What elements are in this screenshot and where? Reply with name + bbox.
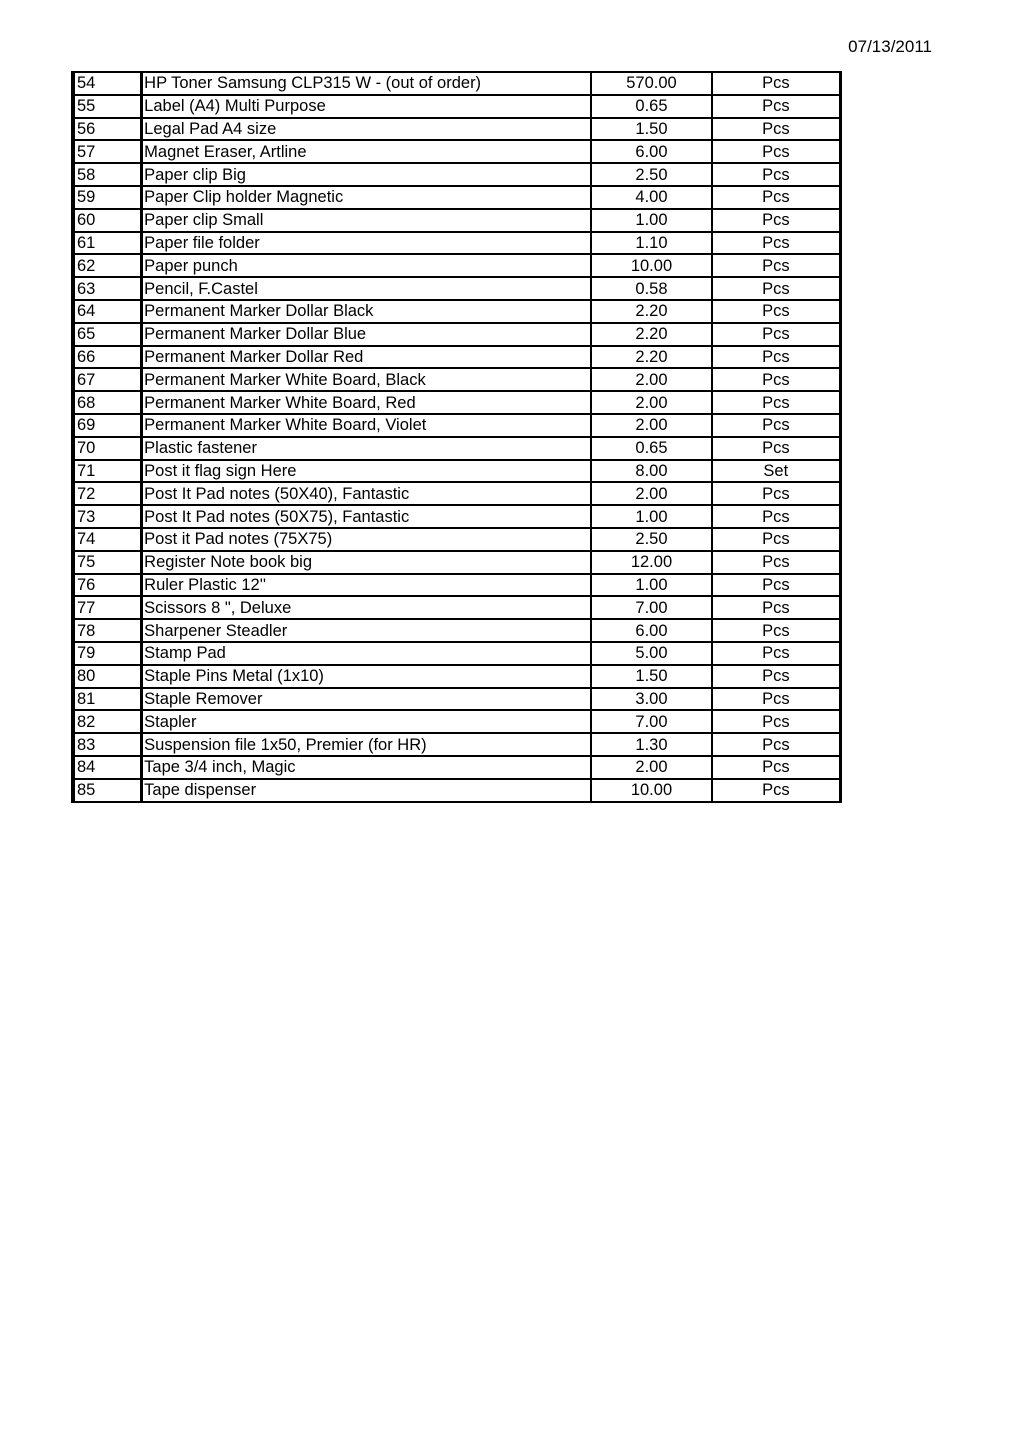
item-price-cell: 2.00 <box>591 391 711 414</box>
item-price-cell: 1.00 <box>591 574 711 597</box>
table-row <box>73 232 841 255</box>
item-description-cell: Tape dispenser <box>142 779 592 802</box>
item-price-cell: 10.00 <box>591 254 711 277</box>
item-unit-cell: Pcs <box>712 688 841 711</box>
item-price-cell: 6.00 <box>591 619 711 642</box>
item-number-cell: 63 <box>73 277 142 300</box>
item-unit-cell: Pcs <box>712 323 841 346</box>
items-table-body <box>73 72 841 802</box>
table-row <box>73 460 841 483</box>
item-unit-cell: Pcs <box>712 277 841 300</box>
item-price-cell: 10.00 <box>591 779 711 802</box>
table-row <box>73 688 841 711</box>
item-number-cell: 80 <box>73 665 142 688</box>
item-number-cell: 58 <box>73 163 142 186</box>
item-number-cell: 85 <box>73 779 142 802</box>
item-description-cell: Tape 3/4 inch, Magic <box>142 756 592 779</box>
item-price-cell: 8.00 <box>591 460 711 483</box>
item-description-cell: Post it Pad notes (75X75) <box>142 528 592 551</box>
item-unit-cell: Pcs <box>712 733 841 756</box>
item-description-cell: Ruler Plastic 12'' <box>142 574 592 597</box>
item-description-cell: Post It Pad notes (50X40), Fantastic <box>142 482 592 505</box>
item-description-cell: Post it flag sign Here <box>142 460 592 483</box>
item-description-cell: Paper clip Small <box>142 209 592 232</box>
items-table <box>71 71 842 803</box>
table-row <box>73 779 841 802</box>
item-number-cell: 57 <box>73 140 142 163</box>
item-unit-cell: Pcs <box>712 619 841 642</box>
table-row <box>73 733 841 756</box>
item-price-cell: 7.00 <box>591 596 711 619</box>
item-number-cell: 72 <box>73 482 142 505</box>
item-unit-cell: Pcs <box>712 574 841 597</box>
item-number-cell: 84 <box>73 756 142 779</box>
item-description-cell: Paper clip Big <box>142 163 592 186</box>
item-unit-cell: Set <box>712 460 841 483</box>
item-unit-cell: Pcs <box>712 391 841 414</box>
item-unit-cell: Pcs <box>712 414 841 437</box>
item-price-cell: 2.00 <box>591 756 711 779</box>
item-number-cell: 65 <box>73 323 142 346</box>
item-price-cell: 1.10 <box>591 232 711 255</box>
item-number-cell: 67 <box>73 368 142 391</box>
item-unit-cell: Pcs <box>712 95 841 118</box>
item-price-cell: 2.50 <box>591 528 711 551</box>
item-number-cell: 81 <box>73 688 142 711</box>
item-description-cell: Paper punch <box>142 254 592 277</box>
item-description-cell: Permanent Marker Dollar Blue <box>142 323 592 346</box>
table-row <box>73 300 841 323</box>
item-description-cell: HP Toner Samsung CLP315 W - (out of order) <box>142 72 592 95</box>
table-row <box>73 163 841 186</box>
item-price-cell: 1.00 <box>591 209 711 232</box>
item-unit-cell: Pcs <box>712 482 841 505</box>
item-description-cell: Paper file folder <box>142 232 592 255</box>
item-description-cell: Permanent Marker Dollar Red <box>142 346 592 369</box>
item-price-cell: 2.50 <box>591 163 711 186</box>
item-price-cell: 4.00 <box>591 186 711 209</box>
item-price-cell: 2.00 <box>591 368 711 391</box>
item-number-cell: 66 <box>73 346 142 369</box>
item-description-cell: Permanent Marker White Board, Violet <box>142 414 592 437</box>
item-price-cell: 7.00 <box>591 710 711 733</box>
item-description-cell: Paper Clip holder Magnetic <box>142 186 592 209</box>
item-unit-cell: Pcs <box>712 551 841 574</box>
item-number-cell: 82 <box>73 710 142 733</box>
item-number-cell: 61 <box>73 232 142 255</box>
item-price-cell: 0.58 <box>591 277 711 300</box>
item-unit-cell: Pcs <box>712 254 841 277</box>
item-price-cell: 0.65 <box>591 95 711 118</box>
item-description-cell: Scissors 8 ", Deluxe <box>142 596 592 619</box>
item-price-cell: 2.00 <box>591 414 711 437</box>
table-row <box>73 414 841 437</box>
table-row <box>73 277 841 300</box>
item-unit-cell: Pcs <box>712 368 841 391</box>
table-row <box>73 140 841 163</box>
item-number-cell: 76 <box>73 574 142 597</box>
item-unit-cell: Pcs <box>712 596 841 619</box>
item-unit-cell: Pcs <box>712 642 841 665</box>
item-number-cell: 79 <box>73 642 142 665</box>
item-number-cell: 59 <box>73 186 142 209</box>
item-unit-cell: Pcs <box>712 209 841 232</box>
item-unit-cell: Pcs <box>712 186 841 209</box>
item-description-cell: Suspension file 1x50, Premier (for HR) <box>142 733 592 756</box>
table-row <box>73 528 841 551</box>
item-number-cell: 73 <box>73 505 142 528</box>
item-number-cell: 60 <box>73 209 142 232</box>
table-row <box>73 72 841 95</box>
item-number-cell: 64 <box>73 300 142 323</box>
item-description-cell: Permanent Marker White Board, Red <box>142 391 592 414</box>
table-row <box>73 118 841 141</box>
item-description-cell: Pencil, F.Castel <box>142 277 592 300</box>
table-row <box>73 596 841 619</box>
item-unit-cell: Pcs <box>712 756 841 779</box>
item-price-cell: 570.00 <box>591 72 711 95</box>
item-price-cell: 12.00 <box>591 551 711 574</box>
item-price-cell: 6.00 <box>591 140 711 163</box>
item-price-cell: 1.00 <box>591 505 711 528</box>
table-row <box>73 323 841 346</box>
item-number-cell: 62 <box>73 254 142 277</box>
table-row <box>73 710 841 733</box>
item-unit-cell: Pcs <box>712 665 841 688</box>
item-unit-cell: Pcs <box>712 528 841 551</box>
item-description-cell: Staple Pins Metal (1x10) <box>142 665 592 688</box>
item-price-cell: 2.00 <box>591 482 711 505</box>
item-unit-cell: Pcs <box>712 72 841 95</box>
item-description-cell: Register Note book big <box>142 551 592 574</box>
item-number-cell: 55 <box>73 95 142 118</box>
table-row <box>73 505 841 528</box>
item-unit-cell: Pcs <box>712 505 841 528</box>
item-unit-cell: Pcs <box>712 437 841 460</box>
item-price-cell: 1.30 <box>591 733 711 756</box>
table-row <box>73 756 841 779</box>
item-number-cell: 54 <box>73 72 142 95</box>
item-description-cell: Permanent Marker Dollar Black <box>142 300 592 323</box>
item-description-cell: Legal Pad A4 size <box>142 118 592 141</box>
table-row <box>73 346 841 369</box>
item-number-cell: 77 <box>73 596 142 619</box>
item-description-cell: Permanent Marker White Board, Black <box>142 368 592 391</box>
item-price-cell: 3.00 <box>591 688 711 711</box>
item-number-cell: 71 <box>73 460 142 483</box>
item-unit-cell: Pcs <box>712 232 841 255</box>
table-row <box>73 482 841 505</box>
document-date: 07/13/2011 <box>848 37 932 56</box>
table-row <box>73 209 841 232</box>
item-description-cell: Staple Remover <box>142 688 592 711</box>
table-row <box>73 391 841 414</box>
item-price-cell: 2.20 <box>591 346 711 369</box>
item-number-cell: 68 <box>73 391 142 414</box>
table-row <box>73 619 841 642</box>
item-number-cell: 78 <box>73 619 142 642</box>
item-number-cell: 75 <box>73 551 142 574</box>
item-number-cell: 74 <box>73 528 142 551</box>
item-number-cell: 56 <box>73 118 142 141</box>
item-unit-cell: Pcs <box>712 346 841 369</box>
item-price-cell: 1.50 <box>591 665 711 688</box>
item-description-cell: Stapler <box>142 710 592 733</box>
item-description-cell: Magnet Eraser, Artline <box>142 140 592 163</box>
table-row <box>73 665 841 688</box>
table-row <box>73 642 841 665</box>
item-unit-cell: Pcs <box>712 779 841 802</box>
table-row <box>73 186 841 209</box>
item-number-cell: 83 <box>73 733 142 756</box>
item-description-cell: Label (A4) Multi Purpose <box>142 95 592 118</box>
table-row <box>73 551 841 574</box>
item-description-cell: Stamp Pad <box>142 642 592 665</box>
item-description-cell: Post It Pad notes (50X75), Fantastic <box>142 505 592 528</box>
table-row <box>73 95 841 118</box>
item-price-cell: 2.20 <box>591 300 711 323</box>
item-description-cell: Sharpener Steadler <box>142 619 592 642</box>
item-unit-cell: Pcs <box>712 710 841 733</box>
item-number-cell: 69 <box>73 414 142 437</box>
item-unit-cell: Pcs <box>712 163 841 186</box>
item-price-cell: 5.00 <box>591 642 711 665</box>
item-price-cell: 2.20 <box>591 323 711 346</box>
item-unit-cell: Pcs <box>712 118 841 141</box>
item-unit-cell: Pcs <box>712 300 841 323</box>
table-row <box>73 254 841 277</box>
item-price-cell: 1.50 <box>591 118 711 141</box>
table-row <box>73 437 841 460</box>
table-row <box>73 368 841 391</box>
item-description-cell: Plastic fastener <box>142 437 592 460</box>
item-number-cell: 70 <box>73 437 142 460</box>
item-unit-cell: Pcs <box>712 140 841 163</box>
table-row <box>73 574 841 597</box>
item-price-cell: 0.65 <box>591 437 711 460</box>
